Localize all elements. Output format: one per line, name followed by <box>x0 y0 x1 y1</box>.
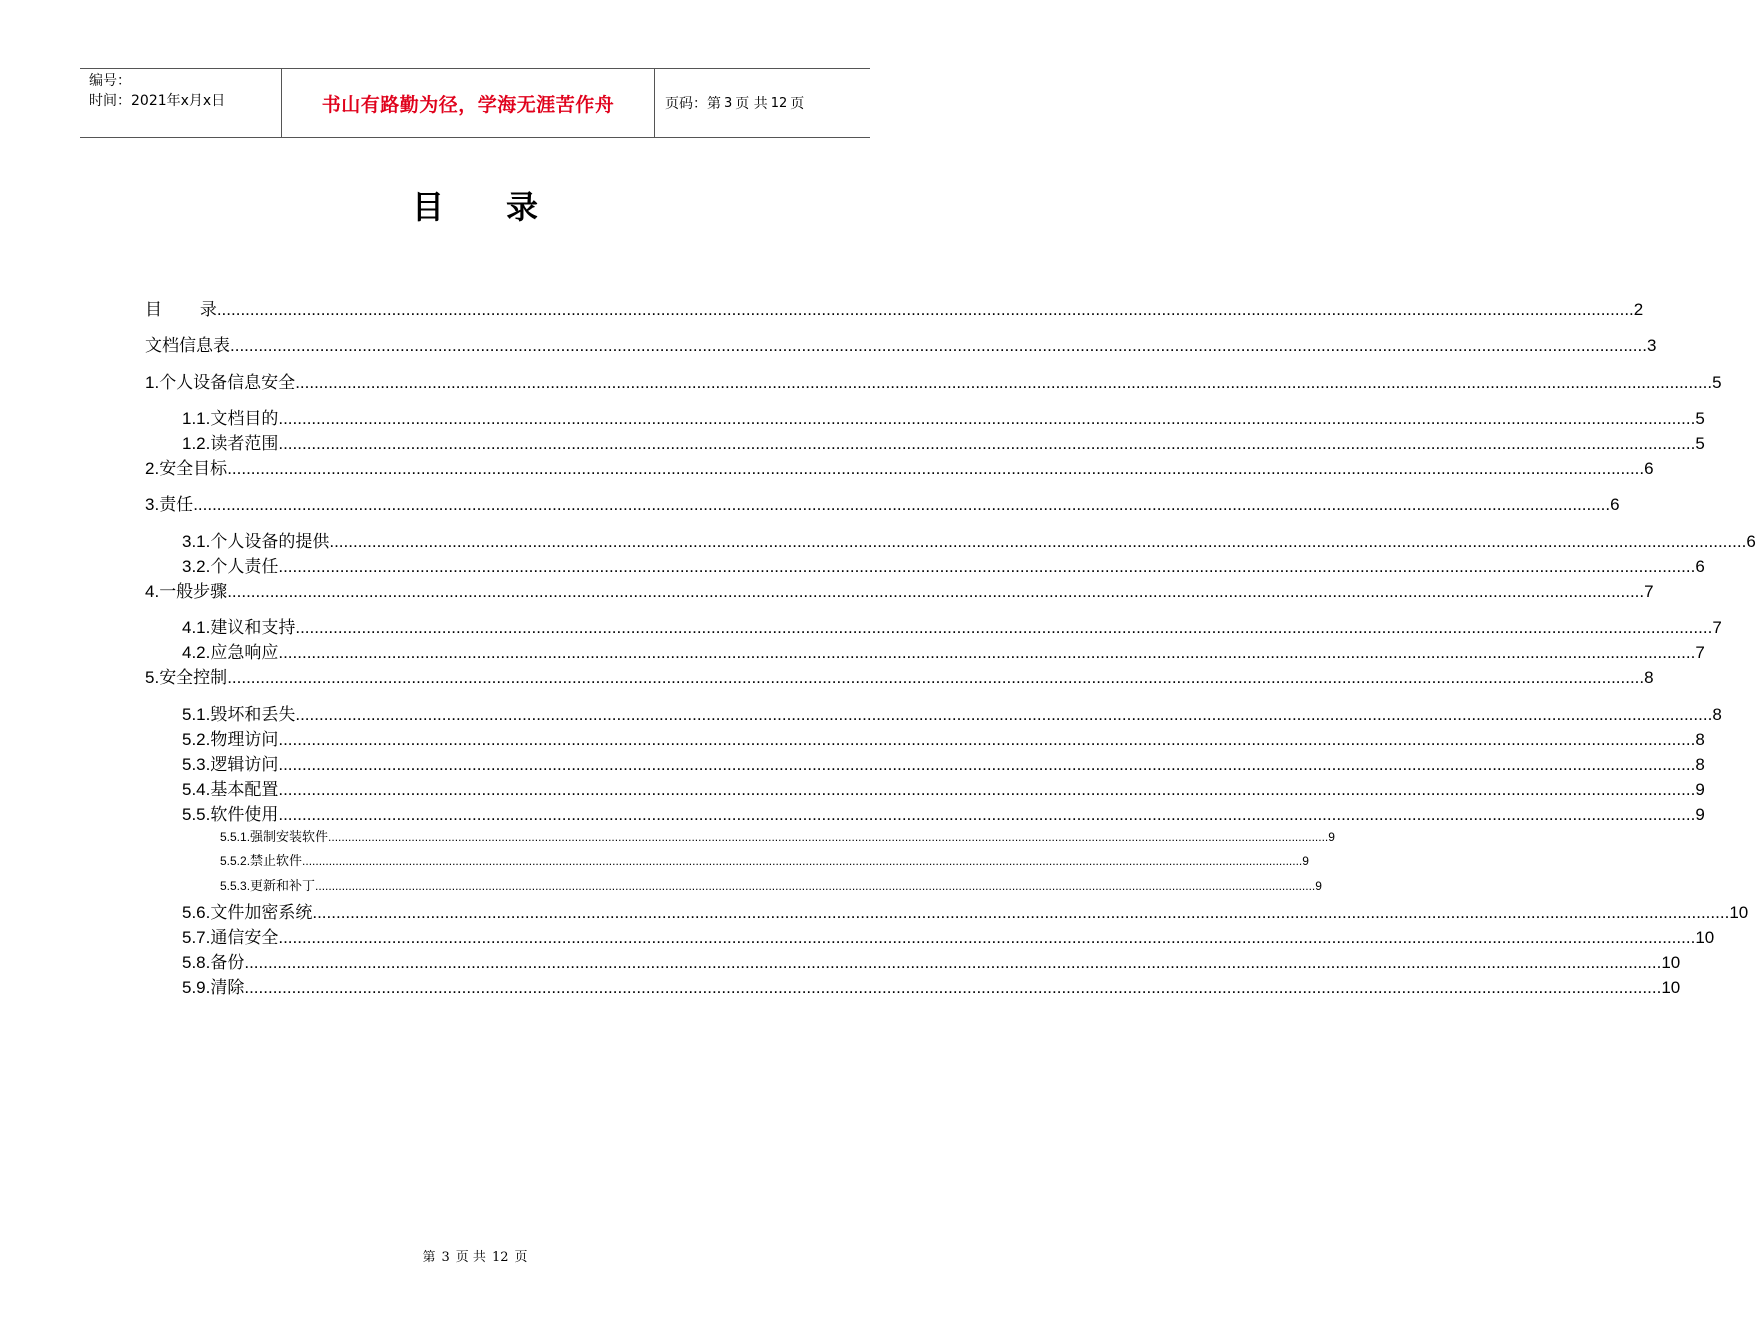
toc-entry-page: 8 <box>1712 705 1722 724</box>
toc-entry[interactable] <box>182 923 1715 948</box>
toc-entry-number: 2. <box>145 459 160 478</box>
toc-entry-page: 9 <box>1328 830 1335 844</box>
toc-entry[interactable] <box>182 750 1705 775</box>
toc-entry-label: 软件使用 <box>210 805 279 825</box>
toc-entry-page: 6 <box>1610 495 1620 514</box>
toc-entry-number: 5.9. <box>182 978 211 997</box>
page-footer <box>0 1246 950 1265</box>
toc-entry[interactable] <box>145 331 1657 356</box>
toc-leader-dots: ............................................................................................................................................................................................................................................................................................................ <box>295 373 1713 392</box>
toc-title-right: 录 <box>506 188 539 226</box>
toc-entry[interactable] <box>220 875 1322 894</box>
header-motto: 书山有路勤为径，学海无涯苦作舟 <box>282 69 655 137</box>
toc-leader-dots: ............................................................................................................................................................................................................................................................................................................ <box>278 730 1696 749</box>
page-header <box>80 68 870 138</box>
toc-leader-dots: ............................................................................................................................................................................................................................................................................................................ <box>193 495 1611 514</box>
toc-entry[interactable] <box>145 577 1654 602</box>
toc-entry-label: 强制安装软件 <box>250 830 329 845</box>
toc-entry-label: 禁止软件 <box>250 854 303 869</box>
header-page-mid: 页 共 <box>735 96 768 112</box>
toc-leader-dots: ............................................................................................................................................................................................................................................................................................................ <box>278 643 1696 662</box>
header-page-suffix: 页 <box>790 96 805 112</box>
toc-entry[interactable] <box>145 368 1722 393</box>
toc-entry-number: 3.1. <box>182 532 211 551</box>
toc-entry[interactable] <box>182 552 1705 577</box>
toc-entry[interactable] <box>220 826 1335 845</box>
toc-leader-dots: ............................................................................................................................................................................................................................................................................................................ <box>278 805 1696 824</box>
toc-entry-page: 10 <box>1695 928 1715 947</box>
header-page-info <box>655 69 870 137</box>
footer-mid: 页 共 <box>455 1250 486 1265</box>
toc-title <box>0 182 950 228</box>
toc-entry[interactable] <box>182 638 1705 663</box>
toc-entry[interactable] <box>145 454 1654 479</box>
toc-entry[interactable] <box>182 898 1749 923</box>
toc-entry-number: 5.3. <box>182 755 211 774</box>
toc-entry[interactable] <box>182 613 1722 638</box>
header-meta <box>80 69 282 137</box>
doc-time-label: 时间：2021年x月x日 <box>89 93 226 109</box>
toc-entry-number: 5.2. <box>182 730 211 749</box>
toc-leader-dots: ............................................................................................................................................................................................................................................................................................................ <box>216 300 1634 319</box>
footer-total: 12 <box>491 1250 509 1265</box>
header-page-total: 12 <box>770 95 788 111</box>
toc-entry-page: 8 <box>1695 755 1705 774</box>
toc-leader-dots: ............................................................................................................................................................................................................................................................................................................ <box>315 879 1316 893</box>
toc-entry-number: 4. <box>145 582 160 601</box>
toc-entry-number: 5.7. <box>182 928 211 947</box>
toc-title-left: 目 <box>411 188 444 226</box>
toc-entry[interactable] <box>182 800 1705 825</box>
toc-entry-number: 5.5.2. <box>220 854 251 868</box>
toc-entry-label: 目 录 <box>145 300 217 320</box>
toc-entry[interactable] <box>145 490 1620 515</box>
toc-entry-label: 清除 <box>210 978 245 998</box>
toc-entry[interactable] <box>182 527 1756 552</box>
toc-entry-page: 7 <box>1712 618 1722 637</box>
toc-leader-dots: ............................................................................................................................................................................................................................................................................................................ <box>278 409 1696 428</box>
toc-entry-label: 安全目标 <box>159 459 228 479</box>
toc-entry-page: 8 <box>1695 730 1705 749</box>
toc-entry-number: 1.1. <box>182 409 211 428</box>
toc-entry-page: 6 <box>1746 532 1756 551</box>
toc-entry-page: 5 <box>1695 409 1705 428</box>
toc-entry-label: 应急响应 <box>210 643 279 663</box>
toc-entry-page: 6 <box>1644 459 1654 478</box>
toc-entry[interactable] <box>182 700 1722 725</box>
toc-entry-page: 9 <box>1315 879 1322 893</box>
toc-entry-page: 5 <box>1695 434 1705 453</box>
toc-entry-number: 5.4. <box>182 780 211 799</box>
toc-entry-page: 10 <box>1661 978 1681 997</box>
toc-entry-number: 5.5. <box>182 805 211 824</box>
toc-entry[interactable] <box>182 725 1705 750</box>
toc-entry-label: 建议和支持 <box>210 618 296 638</box>
toc-leader-dots: ............................................................................................................................................................................................................................................................................................................ <box>244 978 1662 997</box>
toc-entry-page: 8 <box>1644 668 1654 687</box>
toc-leader-dots: ............................................................................................................................................................................................................................................................................................................ <box>227 582 1645 601</box>
toc-leader-dots: ............................................................................................................................................................................................................................................................................................................ <box>227 459 1645 478</box>
toc-entry-number: 1. <box>145 373 160 392</box>
toc-entry-number: 3.2. <box>182 557 211 576</box>
footer-current: 3 <box>441 1250 450 1265</box>
toc-entry[interactable] <box>220 850 1309 869</box>
toc-entry[interactable] <box>145 295 1644 320</box>
toc-entry-number: 4.1. <box>182 618 211 637</box>
toc-entry-label: 读者范围 <box>210 434 279 454</box>
toc-entry-number: 4.2. <box>182 643 211 662</box>
toc-entry-label: 文件加密系统 <box>210 903 313 923</box>
toc-leader-dots: ............................................................................................................................................................................................................................................................................................................ <box>230 336 1647 355</box>
toc-entry-page: 5 <box>1712 373 1722 392</box>
header-page-current: 3 <box>724 95 733 111</box>
toc-entry-label: 个人设备信息安全 <box>159 373 296 393</box>
toc-leader-dots: ............................................................................................................................................................................................................................................................................................................ <box>278 928 1696 947</box>
toc-entry-page: 9 <box>1302 854 1309 868</box>
toc-entry-label: 文档信息表 <box>145 336 230 356</box>
toc-leader-dots: ............................................................................................................................................................................................................................................................................................................ <box>278 434 1696 453</box>
toc-leader-dots: ............................................................................................................................................................................................................................................................................................................ <box>329 532 1747 551</box>
toc-leader-dots: ............................................................................................................................................................................................................................................................................................................ <box>295 618 1713 637</box>
toc-entry-label: 个人设备的提供 <box>210 532 330 552</box>
toc-entry-page: 10 <box>1661 953 1681 972</box>
toc-entry-label: 物理访问 <box>210 730 279 750</box>
footer-prefix: 第 <box>422 1250 436 1265</box>
toc-leader-dots: ............................................................................................................................................................................................................................................................................................................ <box>227 668 1645 687</box>
toc-entry[interactable] <box>182 775 1705 800</box>
toc-leader-dots: ............................................................................................................................................................................................................................................................................................................ <box>302 854 1303 868</box>
toc-entry[interactable] <box>145 663 1654 688</box>
toc-entry[interactable] <box>182 429 1705 454</box>
toc-leader-dots: ............................................................................................................................................................................................................................................................................................................ <box>278 755 1696 774</box>
toc-leader-dots: ............................................................................................................................................................................................................................................................................................................ <box>312 903 1730 922</box>
toc-entry-page: 10 <box>1729 903 1749 922</box>
toc-entry-page: 3 <box>1646 336 1657 355</box>
toc-leader-dots: ............................................................................................................................................................................................................................................................................................................ <box>278 557 1696 576</box>
toc-entry-label: 基本配置 <box>210 780 279 800</box>
toc-entry-number: 5. <box>145 668 160 687</box>
toc-entry-label: 备份 <box>210 953 245 973</box>
toc-entry-label: 文档目的 <box>210 409 279 429</box>
toc-entry-label: 安全控制 <box>159 668 228 688</box>
toc-entry-number: 5.8. <box>182 953 211 972</box>
toc-leader-dots: ............................................................................................................................................................................................................................................................................................................ <box>244 953 1662 972</box>
footer-suffix: 页 <box>514 1250 528 1265</box>
toc-entry[interactable] <box>182 948 1681 973</box>
toc-entry-number: 1.2. <box>182 434 211 453</box>
doc-code-label: 编号： <box>89 73 131 89</box>
toc-entry-label: 毁坏和丢失 <box>210 705 296 725</box>
toc-leader-dots: ............................................................................................................................................................................................................................................................................................................ <box>278 780 1696 799</box>
toc-entry-label: 个人责任 <box>210 557 279 577</box>
toc-entry-page: 7 <box>1644 582 1654 601</box>
toc-entry-page: 2 <box>1633 300 1644 319</box>
toc-leader-dots: ............................................................................................................................................................................................................................................................................................................ <box>295 705 1713 724</box>
toc-entry-number: 3. <box>145 495 160 514</box>
toc-entry-label: 责任 <box>159 495 194 515</box>
toc-entry[interactable] <box>182 973 1681 998</box>
toc-entry-page: 6 <box>1695 557 1705 576</box>
toc-entry-number: 5.5.1. <box>220 830 251 844</box>
toc-entry-label: 一般步骤 <box>159 582 228 602</box>
toc-entry-number: 5.5.3. <box>220 879 251 893</box>
toc-entry-page: 9 <box>1695 805 1705 824</box>
toc-entry-number: 5.6. <box>182 903 211 922</box>
toc-entry[interactable] <box>182 404 1705 429</box>
toc-entry-label: 逻辑访问 <box>210 755 279 775</box>
toc-leader-dots: ............................................................................................................................................................................................................................................................................................................ <box>328 830 1329 844</box>
toc-entry-label: 更新和补丁 <box>250 879 316 894</box>
toc-entry-label: 通信安全 <box>210 928 279 948</box>
toc-entry-page: 7 <box>1695 643 1705 662</box>
header-page-prefix: 页码：第 <box>665 96 721 112</box>
toc-entry-page: 9 <box>1695 780 1705 799</box>
toc-entry-number: 5.1. <box>182 705 211 724</box>
